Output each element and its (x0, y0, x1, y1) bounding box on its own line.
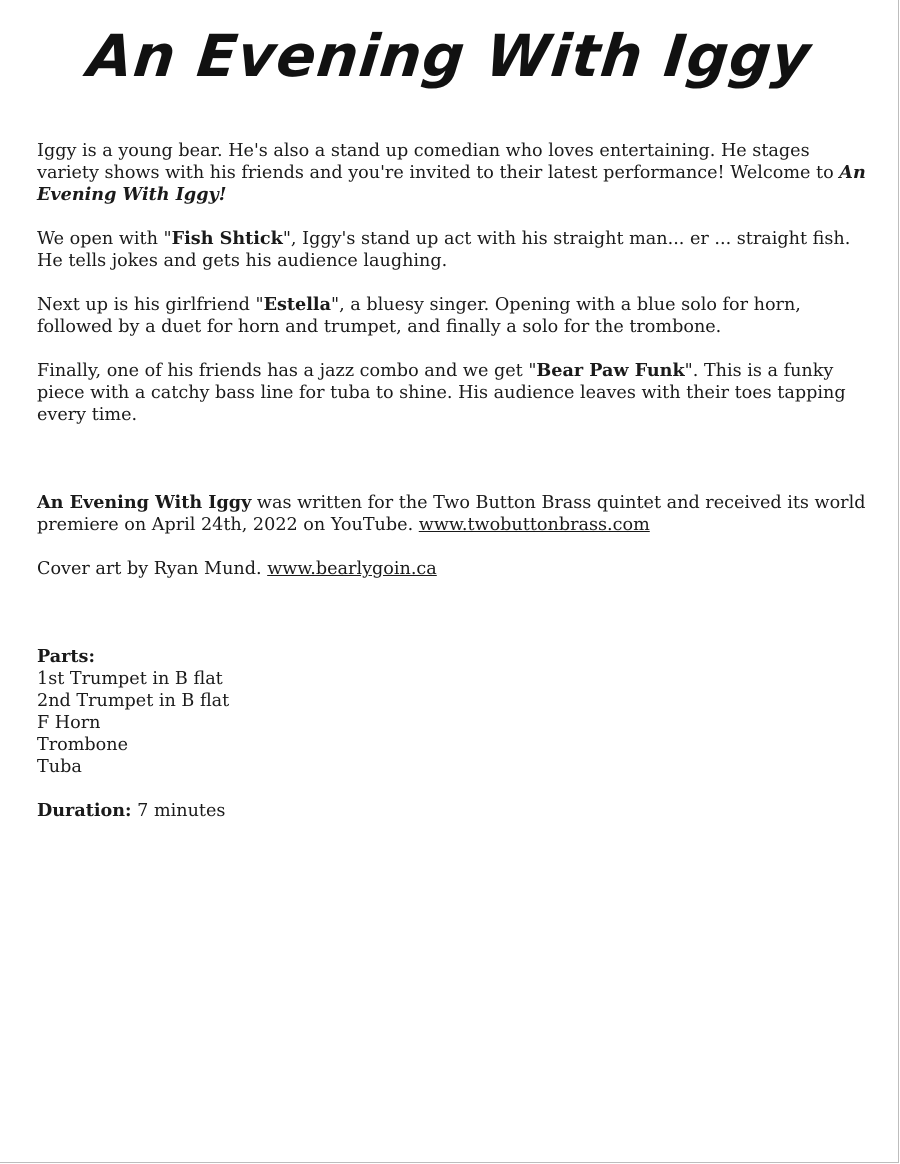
act2-after: ", a bluesy singer. Opening with a blue solo for horn, followed by a duet for horn and trumpet, and finally a solo for the trombone. (37, 295, 801, 337)
page-title: An Evening With Iggy (84, 22, 815, 90)
premiere-paragraph (37, 492, 867, 536)
act3-paragraph (37, 360, 867, 426)
duration-line (37, 800, 867, 822)
duration-value: 7 minutes (131, 801, 226, 821)
cover-text: Cover art by Ryan Mund. (37, 559, 268, 579)
act2-name: Estella (263, 294, 331, 315)
premiere-name: An Evening With Iggy (37, 492, 252, 513)
act1-name: Fish Shtick (171, 228, 283, 249)
twobuttonbrass-link[interactable]: www.twobuttonbrass.com (418, 515, 650, 535)
act2-paragraph (37, 294, 867, 338)
parts-heading: Parts: (37, 646, 95, 667)
parts-section (37, 646, 867, 778)
part-item: 1st Trumpet in B flat (37, 669, 223, 689)
premiere-text: was written for the Two Button Brass quintet and received its world premiere on April 24th, 2022 on YouTube. (37, 493, 866, 535)
act1-after: ", Iggy's stand up act with his straight man... er ... straight fish. He tells jokes and gets his audience laughing. (37, 229, 851, 271)
act3-before: Finally, one of his friends has a jazz combo and we get " (37, 361, 537, 381)
part-item: Trombone (37, 735, 129, 755)
part-item: Tuba (37, 757, 82, 777)
act1-before: We open with " (37, 229, 172, 249)
act1-paragraph (37, 228, 867, 272)
bearlygoin-link[interactable]: www.bearlygoin.ca (267, 559, 437, 579)
part-item: F Horn (37, 713, 101, 733)
act3-after: ". This is a funky piece with a catchy bass line for tuba to shine. His audience leaves with their toes tapping every time. (37, 361, 846, 425)
act2-before: Next up is his girlfriend " (37, 295, 264, 315)
duration-label: Duration: (37, 800, 132, 821)
intro-emphasis: An Evening With Iggy! (37, 162, 866, 205)
document-body (37, 140, 867, 822)
intro-text: Iggy is a young bear. He's also a stand up comedian who loves entertaining. He stages variety shows with his friends and you're invited to their latest performance! Welcome to (37, 141, 840, 183)
act3-name: Bear Paw Funk (536, 360, 685, 381)
intro-paragraph (37, 140, 867, 206)
part-item: 2nd Trumpet in B flat (37, 691, 230, 711)
cover-paragraph (37, 558, 867, 580)
